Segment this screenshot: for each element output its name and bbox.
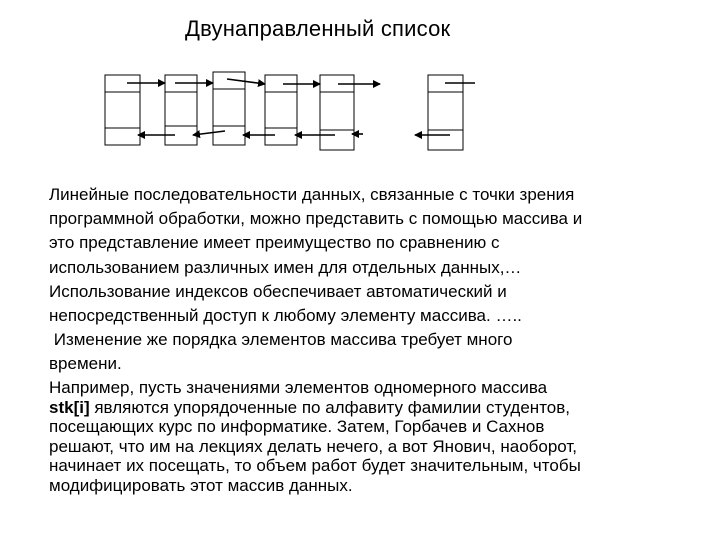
paragraph-example: [49, 378, 699, 495]
paragraph-arrays: [49, 183, 699, 377]
paragraph-line: непосредственный доступ к любому элементу массива. …..: [49, 306, 522, 326]
list-node-6: [428, 75, 463, 150]
paragraph-line: посещающих курс по информатике. Затем, Горбачев и Сахнов: [49, 417, 545, 436]
list-node-5: [320, 75, 354, 150]
list-node-3: [213, 72, 245, 145]
paragraph-line: начинает их посещать, то объем работ будет значительным, чтобы: [49, 456, 581, 475]
paragraph-line: программной обработки, можно представить с помощью массива и: [49, 209, 583, 229]
paragraph-line: времени.: [49, 354, 122, 374]
paragraph-line-rest: являются упорядоченные по алфавиту фамилии студентов,: [89, 397, 570, 417]
paragraph-line: [49, 398, 699, 418]
paragraph-line: Например, пусть значениями элементов одномерного массива: [49, 378, 548, 397]
next-pointers: [127, 79, 475, 84]
paragraph-line: использованием различных имен для отдельных данных,…: [49, 257, 522, 277]
code-identifier: stk[i]: [49, 397, 90, 417]
paragraph-line: это представление имеет преимущество по сравнению с: [49, 233, 500, 253]
paragraph-line: Линейные последовательности данных, связанные с точки зрения: [49, 185, 575, 204]
list-node-1: [105, 75, 140, 145]
paragraph-line: решают, что им на лекциях делать нечего, а вот Янович, наоборот,: [49, 436, 578, 456]
paragraph-line: модифицировать этот массив данных.: [49, 475, 353, 495]
paragraph-line: Изменение же порядка элементов массива требует много: [49, 330, 513, 350]
prev-pointers: [138, 131, 450, 135]
paragraph-line: Использование индексов обеспечивает автоматический и: [49, 281, 507, 301]
doubly-linked-list-diagram: [95, 62, 475, 154]
slide-title: Двунаправленный список: [185, 16, 451, 41]
